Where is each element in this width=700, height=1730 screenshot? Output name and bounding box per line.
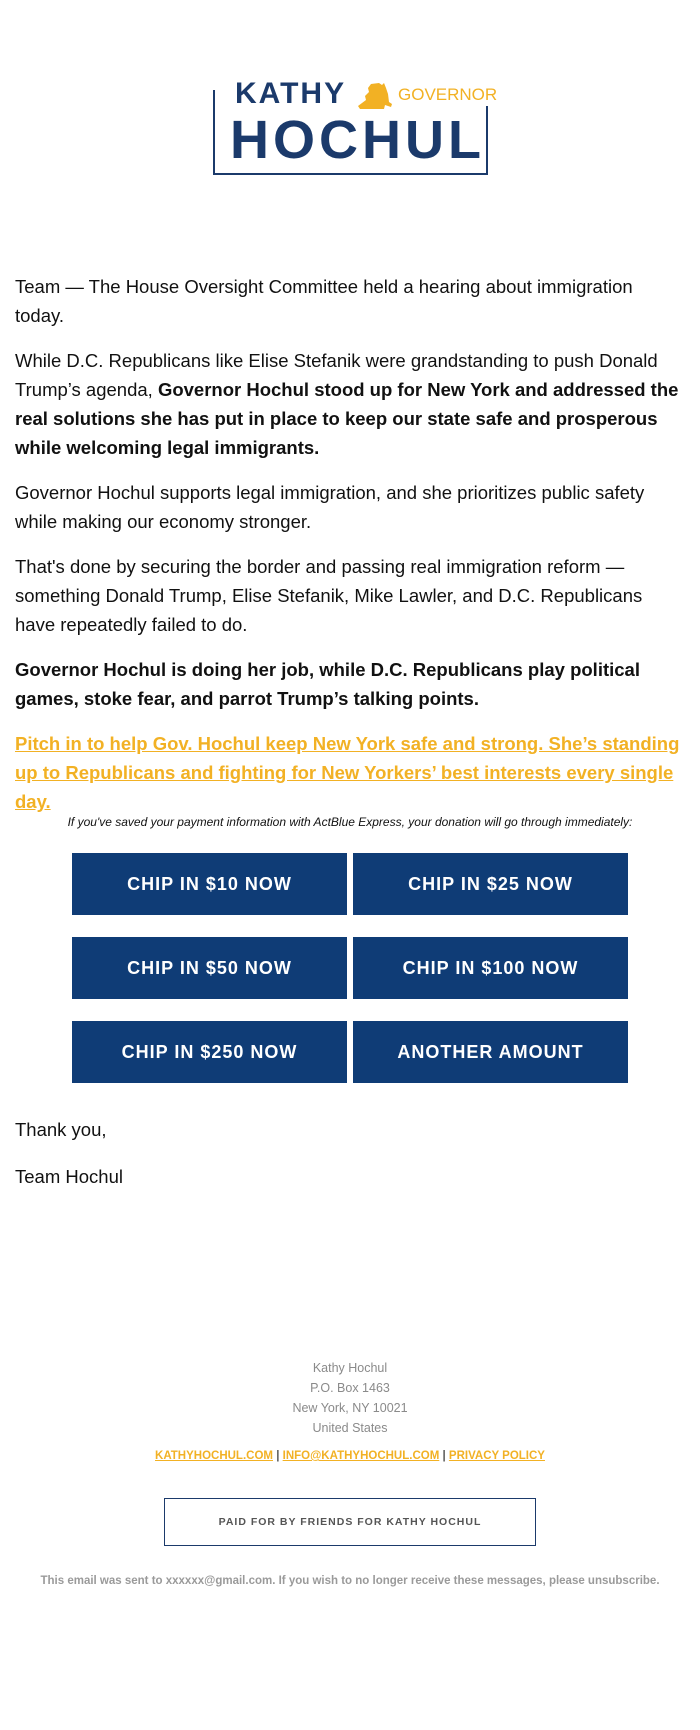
doing-her-job-paragraph: Governor Hochul is doing her job, while D.C. Republicans play political games, stoke fear, and parrot Trump’s talking points. bbox=[15, 659, 640, 709]
chip-in-25-button[interactable]: CHIP IN $25 NOW bbox=[353, 853, 628, 915]
privacy-policy-link[interactable]: PRIVACY POLICY bbox=[448, 1450, 545, 1462]
campaign-logo bbox=[213, 77, 498, 175]
unsubscribe-footer[interactable]: This email was sent to xxxxxx@gmail.com. If you wish to no longer receive these messages, please unsubscribe. bbox=[40, 1575, 660, 1587]
immigration-paragraph: Governor Hochul supports legal immigration, and she prioritizes public safety while making our economy stronger. bbox=[15, 482, 645, 532]
another-amount-button[interactable]: ANOTHER AMOUNT bbox=[353, 1021, 628, 1083]
link-separator: | bbox=[442, 1450, 446, 1462]
actblue-express-note: If you've saved your payment information with ActBlue Express, your donation will go through immediately: bbox=[67, 815, 633, 829]
stefanik-paragraph bbox=[15, 346, 685, 462]
address-country: United States bbox=[312, 1421, 388, 1435]
closing-thanks: Thank you, bbox=[15, 1119, 107, 1140]
stefanik-paragraph-text: While D.C. Republicans like Elise Stefanik were grandstanding to push Donald Trump’s agenda, bbox=[15, 350, 658, 400]
logo-title: GOVERNOR bbox=[398, 84, 501, 106]
intro-paragraph: Team — The House Oversight Committee held a hearing about immigration today. bbox=[15, 276, 633, 326]
logo-first-name: KATHY bbox=[231, 78, 350, 110]
chip-in-10-button[interactable]: CHIP IN $10 NOW bbox=[72, 853, 347, 915]
closing-signature: Team Hochul bbox=[15, 1166, 123, 1187]
chip-in-100-button[interactable]: CHIP IN $100 NOW bbox=[353, 937, 628, 999]
new-york-state-icon bbox=[357, 82, 393, 112]
paid-for-disclaimer: PAID FOR BY FRIENDS FOR KATHY HOCHUL bbox=[164, 1498, 536, 1546]
address-box: P.O. Box 1463 bbox=[310, 1381, 390, 1395]
email-body bbox=[15, 272, 685, 832]
border-paragraph: That's done by securing the border and passing real immigration reform — something Donald Trump, Elise Stefanik, Mike Lawler, and D.C. Republicans have repeatedly failed to do. bbox=[15, 556, 643, 635]
footer-links bbox=[0, 1450, 700, 1462]
chip-in-50-button[interactable]: CHIP IN $50 NOW bbox=[72, 937, 347, 999]
logo-last-name: HOCHUL bbox=[230, 110, 485, 170]
address-city: New York, NY 10021 bbox=[292, 1401, 408, 1415]
address-name: Kathy Hochul bbox=[312, 1361, 388, 1375]
pitch-in-link[interactable]: Pitch in to help Gov. Hochul keep New York safe and strong. She’s standing up to Republicans and fighting for New Yorkers’ best interests every single day. bbox=[15, 733, 680, 812]
link-separator: | bbox=[276, 1450, 280, 1462]
email-link[interactable]: INFO@KATHYHOCHUL.COM bbox=[282, 1450, 440, 1462]
stefanik-paragraph-bold: Governor Hochul stood up for New York and addressed the real solutions she has put in place to keep our state safe and prosperous while welcoming legal immigrants. bbox=[15, 379, 679, 458]
chip-in-250-button[interactable]: CHIP IN $250 NOW bbox=[72, 1021, 347, 1083]
mailing-address bbox=[0, 1358, 700, 1438]
website-link[interactable]: KATHYHOCHUL.COM bbox=[155, 1450, 273, 1462]
